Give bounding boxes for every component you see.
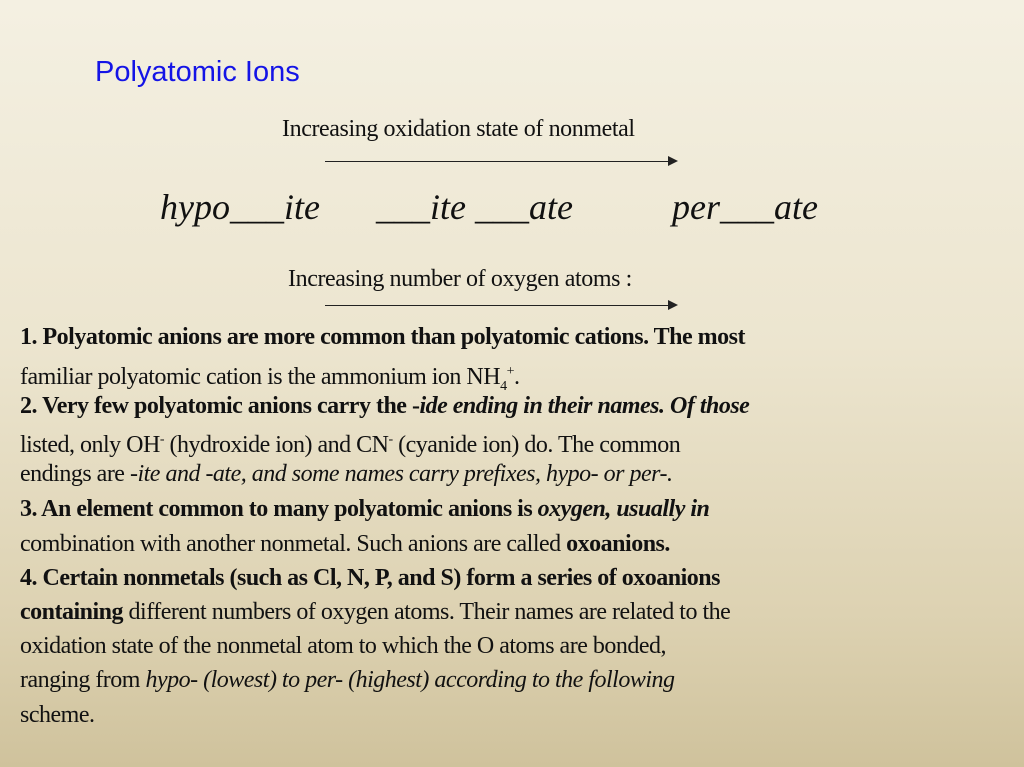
text: (hydroxide ion) and CN: [164, 432, 389, 458]
body-line: [20, 426, 680, 459]
body-line: [20, 323, 745, 351]
subscript: 4: [500, 378, 507, 394]
scheme-ite-ate: ___ite ___ate: [376, 187, 573, 227]
text-italic: hypo- (lowest) to per- (highest) according to the following: [145, 667, 675, 693]
text-italic: ite and -ate, and some names carry prefixes, hypo- or per-.: [137, 461, 673, 487]
scheme-hypo-ite: hypo___ite: [160, 187, 320, 227]
text-bold: 3. An element common to many polyatomic anions is: [20, 496, 538, 522]
body-line: [20, 701, 94, 729]
superscript: -: [159, 432, 164, 447]
text: oxidation state of the nonmetal atom to which the O atoms are bonded,: [20, 633, 666, 659]
text-bold-italic: ide ending in their names. Of those: [419, 393, 750, 419]
text: combination with another nonmetal. Such anions are called: [20, 531, 567, 557]
body-line: [20, 495, 709, 523]
text-bold: 1. Polyatomic anions are more common than polyatomic cations. The most: [20, 324, 745, 350]
superscript: +: [506, 364, 514, 379]
superscript: -: [388, 432, 393, 447]
text: (cyanide ion) do. The common: [392, 432, 681, 458]
scheme-per-ate: per___ate: [672, 187, 818, 227]
text: .: [513, 364, 520, 390]
body-line: [20, 530, 670, 558]
body-line: [20, 564, 720, 592]
text: scheme.: [20, 702, 95, 728]
body-line: [20, 392, 749, 420]
body-line: [20, 598, 730, 626]
text: ranging from: [20, 667, 146, 693]
slide-title: Polyatomic Ions: [95, 56, 300, 88]
body-line: [20, 666, 675, 694]
oxidation-state-caption: Increasing oxidation state of nonmetal: [282, 116, 635, 142]
right-arrow-icon: [325, 305, 675, 306]
oxygen-atoms-caption: Increasing number of oxygen atoms :: [288, 266, 632, 292]
text: different numbers of oxygen atoms. Their names are related to the: [123, 599, 731, 625]
text-bold-italic: oxygen, usually in: [537, 496, 710, 522]
right-arrow-icon: [325, 161, 675, 162]
body-line: [20, 460, 672, 488]
text-bold: oxoanions.: [566, 531, 670, 557]
text: familiar polyatomic cation is the ammonium ion NH: [20, 364, 501, 390]
text-bold: containing: [20, 599, 124, 625]
text: endings are -: [20, 461, 138, 487]
text-bold: 4. Certain nonmetals (such as Cl, N, P, and S) form a series of oxoanions: [20, 565, 720, 591]
text-bold: 2. Very few polyatomic anions carry the -: [20, 393, 420, 419]
text: listed, only OH: [20, 432, 160, 458]
body-line: [20, 632, 666, 660]
